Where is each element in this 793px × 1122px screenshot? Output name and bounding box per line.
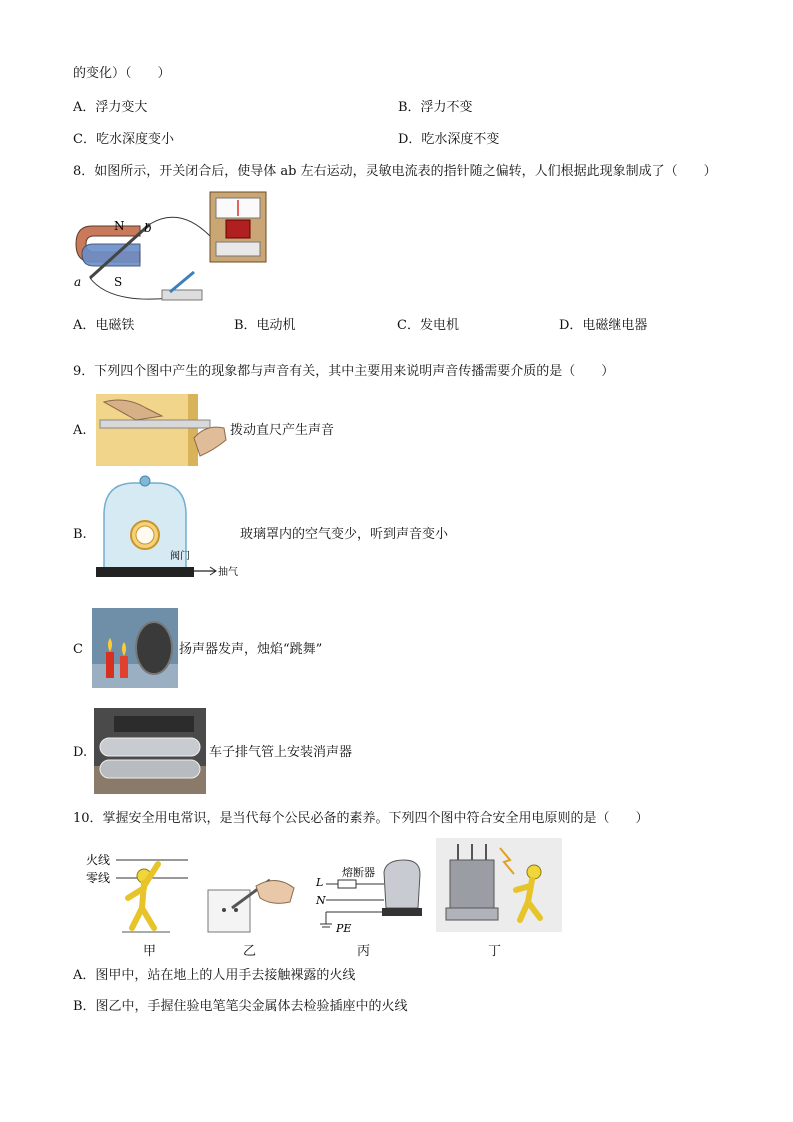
engine-block xyxy=(114,716,194,732)
galvanometer xyxy=(208,190,268,266)
label-a: a xyxy=(74,275,82,289)
fig-bing xyxy=(312,852,426,936)
q8-stem: 8．如图所示，开关闭合后，使导体 ab 左右运动，灵敏电流表的指针随之偏转，人们根据此现象制成了（ ） xyxy=(73,164,717,179)
q10-option-b: B．图乙中，手握住验电笔笔尖金属体去检验插座中的火线 xyxy=(73,999,408,1014)
wall-socket xyxy=(208,890,250,932)
label-pump-out: 抽气 xyxy=(218,567,238,578)
transformer xyxy=(450,860,494,908)
fig-jia xyxy=(86,846,190,938)
q9-option-d-text: 车子排气管上安装消声器 xyxy=(209,745,353,760)
hand xyxy=(256,880,294,903)
caption-yi: 乙 xyxy=(243,944,257,959)
switch-base xyxy=(162,290,202,300)
candle-left xyxy=(106,652,114,678)
q9-option-a-text: 拨动直尺产生声音 xyxy=(230,423,335,438)
label-valve: 阀门 xyxy=(170,551,190,562)
caption-bing: 丙 xyxy=(357,944,371,959)
speaker-candle-image xyxy=(92,608,178,688)
q9-option-b-letter: B. xyxy=(73,527,87,542)
q9-stem: 9．下列四个图中产生的现象都与声音有关，其中主要用来说明声音传播需要介质的是（ ） xyxy=(73,364,615,379)
q7-stem-continuation: 的变化）（ ） xyxy=(73,66,171,81)
label-n: N xyxy=(316,894,326,907)
q8-option-c: C．发电机 xyxy=(397,318,459,333)
exhaust-pipe-lower xyxy=(100,760,200,778)
muffler-image xyxy=(94,708,206,794)
jar-knob xyxy=(140,476,150,486)
label-s: S xyxy=(114,275,123,289)
q8-option-b: B．电动机 xyxy=(234,318,296,333)
switch-lever xyxy=(170,272,194,292)
wire-bottom xyxy=(90,278,170,299)
fig-yi xyxy=(206,872,298,936)
label-zero-wire: 零线 xyxy=(86,871,111,885)
socket-hole-left xyxy=(222,908,226,912)
table-edge xyxy=(188,394,198,466)
q10-option-a: A．图甲中，站在地上的人用手去接触裸露的火线 xyxy=(73,968,356,983)
q9-option-d-letter: D. xyxy=(73,745,88,760)
q9-option-b-text: 玻璃罩内的空气变少，听到声音变小 xyxy=(240,527,449,542)
q9-option-c-letter: C xyxy=(73,642,83,657)
q7-option-c: C．吃水深度变小 xyxy=(73,132,174,147)
q7-option-b: B．浮力不变 xyxy=(398,100,473,115)
fuse xyxy=(338,880,356,888)
clock-face xyxy=(136,526,154,544)
jar-base xyxy=(96,567,194,577)
transformer-stand xyxy=(446,908,498,920)
label-n: N xyxy=(114,219,125,233)
ruler-pluck-image xyxy=(96,394,230,466)
caption-ding: 丁 xyxy=(488,944,502,959)
galvanometer-coil xyxy=(226,220,250,238)
caption-jia: 甲 xyxy=(143,944,157,959)
person-head xyxy=(527,865,541,879)
bell-jar-image xyxy=(92,475,242,587)
candle-right xyxy=(120,656,128,678)
electric-kettle xyxy=(384,860,420,908)
q7-option-a: A．浮力变大 xyxy=(73,100,148,115)
label-fuse: 熔断器 xyxy=(342,866,375,879)
q7-option-d: D．吃水深度不变 xyxy=(398,132,500,147)
q9-option-a-letter: A. xyxy=(73,423,87,438)
q8-option-a: A．电磁铁 xyxy=(73,318,135,333)
fig-ding xyxy=(436,838,562,932)
label-b: b xyxy=(144,221,152,235)
q8-option-d: D．电磁继电器 xyxy=(559,318,648,333)
magnet-s-half xyxy=(82,244,140,266)
speaker xyxy=(136,622,172,674)
exhaust-pipe-upper xyxy=(100,738,200,756)
galvanometer-terminals xyxy=(216,242,260,256)
q10-stem: 10．掌握安全用电常识，是当代每个公民必备的素养。下列四个图中符合安全用电原则的是（ ） xyxy=(73,811,649,826)
kettle-base xyxy=(382,908,422,916)
socket-hole-right xyxy=(234,908,238,912)
ruler xyxy=(100,420,210,428)
label-pe: PE xyxy=(336,922,352,935)
label-l: L xyxy=(316,876,324,889)
label-fire-wire: 火线 xyxy=(86,853,111,867)
q9-option-c-text: 扬声器发声，烛焰“跳舞” xyxy=(179,642,323,657)
